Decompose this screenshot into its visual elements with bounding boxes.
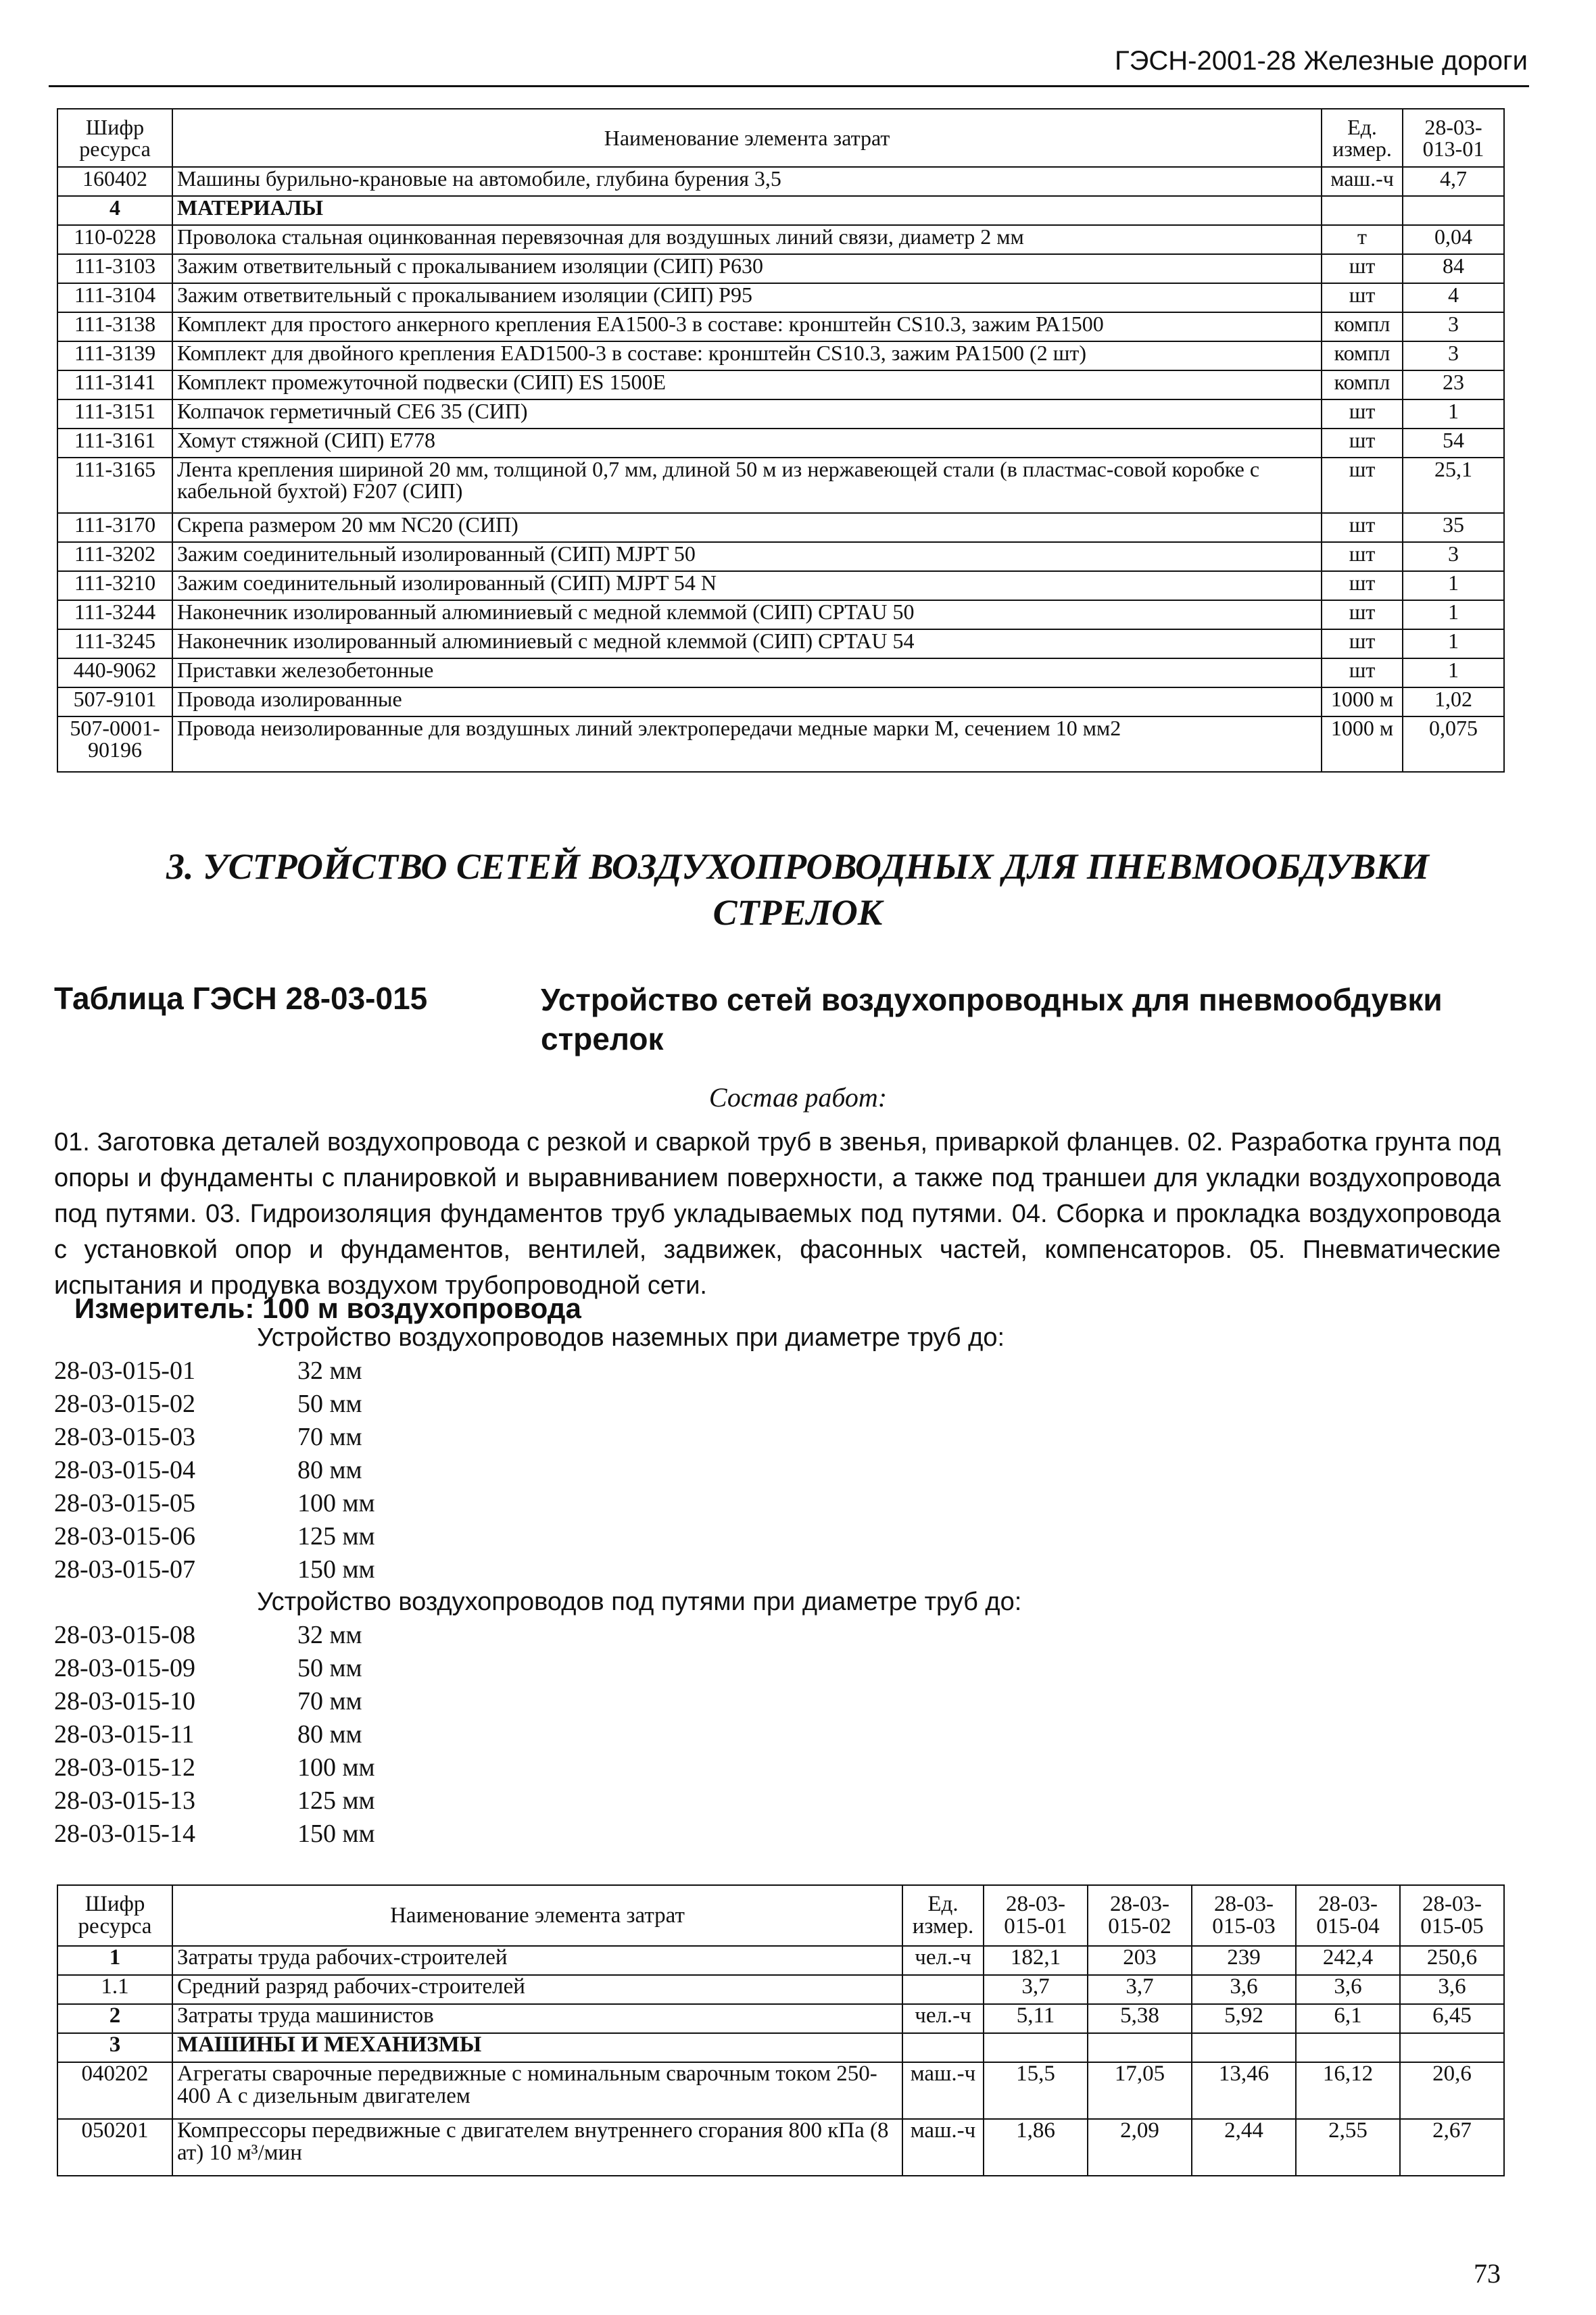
- resource-name: Хомут стяжной (СИП) Е778: [172, 429, 1322, 458]
- resource-value: 3,7: [984, 1975, 1088, 2004]
- item-code: 28-03-015-11: [54, 1720, 195, 1749]
- table-header-row: [57, 1885, 1504, 1946]
- item-code: 28-03-015-06: [54, 1522, 195, 1551]
- resource-value: 1: [1403, 600, 1504, 629]
- resource-value: 25,1: [1403, 458, 1504, 513]
- item-code: 28-03-015-04: [54, 1456, 195, 1484]
- resource-value: 242,4: [1296, 1946, 1400, 1975]
- resource-code: 110-0228: [57, 225, 172, 254]
- resource-value: [1192, 2033, 1296, 2062]
- resource-value: 84: [1403, 254, 1504, 283]
- table-row: [57, 2119, 1504, 2176]
- resource-unit: шт: [1322, 254, 1403, 283]
- resource-unit: шт: [1322, 658, 1403, 687]
- resource-value: 3,7: [1088, 1975, 1192, 2004]
- section-heading: 3. УСТРОЙСТВО СЕТЕЙ ВОЗДУХОПРОВОДНЫХ ДЛЯ ПНЕВМООБДУВКИ СТРЕЛОК: [166, 846, 1429, 933]
- table-row: [57, 399, 1504, 429]
- item-code: 28-03-015-08: [54, 1621, 195, 1649]
- resource-value: 54: [1403, 429, 1504, 458]
- resource-table-2: [57, 1884, 1505, 2176]
- resource-value: 3: [1403, 542, 1504, 571]
- resource-code: 160402: [57, 167, 172, 196]
- resource-value: 1,02: [1403, 687, 1504, 716]
- resource-code: 111-3161: [57, 429, 172, 458]
- resource-value: 13,46: [1192, 2062, 1296, 2119]
- table-header-row: [57, 109, 1504, 167]
- resource-value: 5,92: [1192, 2004, 1296, 2033]
- table-row: [57, 716, 1504, 772]
- resource-name: Средний разряд рабочих-строителей: [172, 1975, 902, 2004]
- resource-value: 203: [1088, 1946, 1192, 1975]
- table-row: [57, 687, 1504, 716]
- item-diameter: 150 мм: [297, 1555, 375, 1584]
- resource-code: 4: [57, 196, 172, 225]
- header-unit: Ед. измер.: [902, 1885, 984, 1946]
- resource-name: МАШИНЫ И МЕХАНИЗМЫ: [172, 2033, 902, 2062]
- resource-value: 2,55: [1296, 2119, 1400, 2176]
- table-row: [57, 370, 1504, 399]
- resource-value: 0,04: [1403, 225, 1504, 254]
- resource-value: 1: [1403, 658, 1504, 687]
- resource-unit: [902, 2033, 984, 2062]
- resource-value: 2,09: [1088, 2119, 1192, 2176]
- page-number: 73: [1474, 2258, 1501, 2289]
- resource-value: 35: [1403, 513, 1504, 542]
- table-row: [57, 513, 1504, 542]
- resource-unit: т: [1322, 225, 1403, 254]
- item-diameter: 150 мм: [297, 1820, 375, 1848]
- item-code: 28-03-015-03: [54, 1423, 195, 1451]
- table-row: [57, 283, 1504, 312]
- resource-value: 1: [1403, 629, 1504, 658]
- resource-unit: чел.-ч: [902, 1946, 984, 1975]
- resource-name: Машины бурильно-крановые на автомобиле, глубина бурения 3,5: [172, 167, 1322, 196]
- resource-code: 440-9062: [57, 658, 172, 687]
- resource-value: 17,05: [1088, 2062, 1192, 2119]
- resource-value: 4,7: [1403, 167, 1504, 196]
- resource-name: Наконечник изолированный алюминиевый с медной клеммой (СИП) CPTAU 50: [172, 600, 1322, 629]
- resource-code: 3: [57, 2033, 172, 2062]
- resource-name: Провода изолированные: [172, 687, 1322, 716]
- header-rule: [49, 85, 1529, 87]
- item-code: 28-03-015-09: [54, 1654, 195, 1682]
- resource-code: 1: [57, 1946, 172, 1975]
- resource-unit: шт: [1322, 629, 1403, 658]
- resource-unit: шт: [1322, 458, 1403, 513]
- resource-code: 111-3138: [57, 312, 172, 341]
- resource-unit: маш.-ч: [902, 2062, 984, 2119]
- resource-value: 2,44: [1192, 2119, 1296, 2176]
- item-diameter: 50 мм: [297, 1654, 362, 1682]
- header-name: Наименование элемента затрат: [172, 109, 1322, 167]
- resource-table-2-body: [57, 1885, 1504, 2176]
- table-row: [57, 629, 1504, 658]
- resource-name: Затраты труда рабочих-строителей: [172, 1946, 902, 1975]
- table-row: [57, 2062, 1504, 2119]
- table-row: [57, 571, 1504, 600]
- resource-unit: маш.-ч: [902, 2119, 984, 2176]
- resource-unit: чел.-ч: [902, 2004, 984, 2033]
- header-col-4: 28-03- 015-04: [1296, 1885, 1400, 1946]
- resource-name: Агрегаты сварочные передвижные с номинальным сварочным током 250-400 А с дизельным двигателем: [172, 2062, 902, 2119]
- header-code: Шифр ресурса: [57, 109, 172, 167]
- resource-code: 040202: [57, 2062, 172, 2119]
- resource-name: Комплект промежуточной подвески (СИП) ES 1500E: [172, 370, 1322, 399]
- resource-value: 15,5: [984, 2062, 1088, 2119]
- item-code: 28-03-015-12: [54, 1753, 195, 1782]
- resource-code: 111-3244: [57, 600, 172, 629]
- item-diameter: 100 мм: [297, 1753, 375, 1782]
- resource-code: 111-3170: [57, 513, 172, 542]
- resource-value: [1088, 2033, 1192, 2062]
- resource-unit: компл: [1322, 341, 1403, 370]
- resource-value: 5,38: [1088, 2004, 1192, 2033]
- resource-name: Наконечник изолированный алюминиевый с медной клеммой (СИП) CPTAU 54: [172, 629, 1322, 658]
- resource-value: 5,11: [984, 2004, 1088, 2033]
- resource-value: 4: [1403, 283, 1504, 312]
- resource-unit: шт: [1322, 429, 1403, 458]
- item-diameter: 70 мм: [297, 1687, 362, 1715]
- resource-value: 250,6: [1400, 1946, 1504, 1975]
- resource-code: 507-0001-90196: [57, 716, 172, 772]
- resource-value: 239: [1192, 1946, 1296, 1975]
- table-label: Таблица ГЭСН 28-03-015: [54, 981, 428, 1016]
- table-row: [57, 2033, 1504, 2062]
- resource-unit: шт: [1322, 571, 1403, 600]
- resource-value: 2,67: [1400, 2119, 1504, 2176]
- resource-value: 3,6: [1192, 1975, 1296, 2004]
- resource-code: 1.1: [57, 1975, 172, 2004]
- table-row: [57, 458, 1504, 513]
- item-diameter: 70 мм: [297, 1423, 362, 1451]
- resource-unit: [1322, 196, 1403, 225]
- resource-value: [984, 2033, 1088, 2062]
- resource-code: 050201: [57, 2119, 172, 2176]
- works-heading: Состав работ:: [708, 1082, 888, 1113]
- resource-value: 3: [1403, 341, 1504, 370]
- group-title: Устройство воздухопроводов наземных при диаметре труб до:: [257, 1323, 1005, 1352]
- resource-value: 20,6: [1400, 2062, 1504, 2119]
- table-row: [57, 312, 1504, 341]
- resource-unit: 1000 м: [1322, 687, 1403, 716]
- table-row: [57, 196, 1504, 225]
- table-row: [57, 341, 1504, 370]
- resource-value: 6,45: [1400, 2004, 1504, 2033]
- resource-table-1: [57, 108, 1505, 773]
- table-row: [57, 658, 1504, 687]
- resource-table-1-body: [57, 109, 1504, 772]
- table-row: [57, 167, 1504, 196]
- works-text: 01. Заготовка деталей воздухопровода с резкой и сваркой труб в звенья, приваркой фланцев. 02. Разработка грунта под опоры и фундаменты с планировкой и выравниванием поверхности, а также под траншеи для укладки воздухопровода под путями. 03. Гидроизоляция фундаментов труб укладываемых под путями. 04. Сборка и прокладка воздухопровода с установкой опор и фундаментов, вентилей, задвижек, фасонных частей, компенсаторов. 05. Пневматические испытания и продувка воздухом трубопроводной сети.: [54, 1128, 1501, 1300]
- resource-unit: компл: [1322, 312, 1403, 341]
- resource-value: 1,86: [984, 2119, 1088, 2176]
- resource-unit: шт: [1322, 283, 1403, 312]
- item-code: 28-03-015-01: [54, 1357, 195, 1385]
- resource-name: Зажим ответвительный с прокалыванием изоляции (СИП) Р95: [172, 283, 1322, 312]
- resource-value: [1296, 2033, 1400, 2062]
- item-diameter: 125 мм: [297, 1786, 375, 1815]
- item-code: 28-03-015-14: [54, 1820, 195, 1848]
- resource-unit: шт: [1322, 542, 1403, 571]
- resource-value: 3,6: [1296, 1975, 1400, 2004]
- resource-code: 111-3103: [57, 254, 172, 283]
- resource-name: Колпачок герметичный СЕ6 35 (СИП): [172, 399, 1322, 429]
- resource-unit: шт: [1322, 399, 1403, 429]
- resource-name: Зажим ответвительный с прокалыванием изоляции (СИП) Р630: [172, 254, 1322, 283]
- table-row: [57, 2004, 1504, 2033]
- item-code: 28-03-015-07: [54, 1555, 195, 1584]
- item-code: 28-03-015-13: [54, 1786, 195, 1815]
- resource-unit: шт: [1322, 600, 1403, 629]
- header-col-2: 28-03- 015-02: [1088, 1885, 1192, 1946]
- resource-code: 111-3210: [57, 571, 172, 600]
- resource-value: [1403, 196, 1504, 225]
- resource-code: 111-3141: [57, 370, 172, 399]
- resource-name: Компрессоры передвижные с двигателем внутреннего сгорания 800 кПа (8 ат) 10 м³/мин: [172, 2119, 902, 2176]
- item-code: 28-03-015-05: [54, 1489, 195, 1517]
- header-unit: Ед. измер.: [1322, 109, 1403, 167]
- resource-code: 507-9101: [57, 687, 172, 716]
- resource-code: 111-3139: [57, 341, 172, 370]
- resource-name: Комплект для двойного крепления EAD1500-3 в составе: кронштейн CS10.3, зажим PA1500 (2 шт): [172, 341, 1322, 370]
- item-diameter: 50 мм: [297, 1390, 362, 1418]
- resource-value: 0,075: [1403, 716, 1504, 772]
- item-diameter: 100 мм: [297, 1489, 375, 1517]
- item-diameter: 32 мм: [297, 1357, 362, 1385]
- group-title: Устройство воздухопроводов под путями при диаметре труб до:: [257, 1588, 1022, 1616]
- resource-value: 182,1: [984, 1946, 1088, 1975]
- resource-unit: 1000 м: [1322, 716, 1403, 772]
- resource-value: [1400, 2033, 1504, 2062]
- resource-value: 3,6: [1400, 1975, 1504, 2004]
- header-code: Шифр ресурса: [57, 1885, 172, 1946]
- item-diameter: 32 мм: [297, 1621, 362, 1649]
- table-row: [57, 225, 1504, 254]
- resource-name: Провода неизолированные для воздушных линий электропередачи медные марки М, сечением 10 мм2: [172, 716, 1322, 772]
- item-code: 28-03-015-02: [54, 1390, 195, 1418]
- item-diameter: 125 мм: [297, 1522, 375, 1551]
- item-code: 28-03-015-10: [54, 1687, 195, 1715]
- resource-name: Проволока стальная оцинкованная перевязочная для воздушных линий связи, диаметр 2 мм: [172, 225, 1322, 254]
- table-row: [57, 1946, 1504, 1975]
- resource-unit: [902, 1975, 984, 2004]
- header-name: Наименование элемента затрат: [172, 1885, 902, 1946]
- resource-name: Зажим соединительный изолированный (СИП) MJPT 50: [172, 542, 1322, 571]
- resource-code: 2: [57, 2004, 172, 2033]
- resource-unit: компл: [1322, 370, 1403, 399]
- resource-unit: маш.-ч: [1322, 167, 1403, 196]
- header-col-1: 28-03- 015-01: [984, 1885, 1088, 1946]
- resource-unit: шт: [1322, 513, 1403, 542]
- resource-name: МАТЕРИАЛЫ: [172, 196, 1322, 225]
- resource-name: Приставки железобетонные: [172, 658, 1322, 687]
- resource-name: Затраты труда машинистов: [172, 2004, 902, 2033]
- resource-value: 1: [1403, 571, 1504, 600]
- header-col-3: 28-03- 015-03: [1192, 1885, 1296, 1946]
- item-diameter: 80 мм: [297, 1720, 362, 1749]
- resource-value: 6,1: [1296, 2004, 1400, 2033]
- resource-value: 23: [1403, 370, 1504, 399]
- resource-name: Комплект для простого анкерного крепления ЕА1500-3 в составе: кронштейн CS10.3, зажим РА1500: [172, 312, 1322, 341]
- resource-code: 111-3165: [57, 458, 172, 513]
- item-diameter: 80 мм: [297, 1456, 362, 1484]
- resource-value: 16,12: [1296, 2062, 1400, 2119]
- resource-code: 111-3202: [57, 542, 172, 571]
- measurement-unit: Измеритель: 100 м воздухопровода: [74, 1292, 581, 1324]
- header-col-5: 28-03- 015-05: [1400, 1885, 1504, 1946]
- header-value: 28-03- 013-01: [1403, 109, 1504, 167]
- table-title: Устройство сетей воздухопроводных для пневмообдувки стрелок: [541, 982, 1443, 1056]
- table-row: [57, 1975, 1504, 2004]
- running-header: ГЭСН-2001-28 Железные дороги: [1114, 46, 1528, 76]
- resource-code: 111-3245: [57, 629, 172, 658]
- table-row: [57, 542, 1504, 571]
- resource-code: 111-3104: [57, 283, 172, 312]
- resource-value: 3: [1403, 312, 1504, 341]
- resource-name: Зажим соединительный изолированный (СИП) MJPT 54 N: [172, 571, 1322, 600]
- resource-name: Скрепа размером 20 мм NC20 (СИП): [172, 513, 1322, 542]
- table-row: [57, 254, 1504, 283]
- resource-value: 1: [1403, 399, 1504, 429]
- table-row: [57, 600, 1504, 629]
- resource-name: Лента крепления шириной 20 мм, толщиной 0,7 мм, длиной 50 м из нержавеющей стали (в пластмас-совой коробке с кабельной бухтой) F207 (СИП): [172, 458, 1322, 513]
- table-row: [57, 429, 1504, 458]
- resource-code: 111-3151: [57, 399, 172, 429]
